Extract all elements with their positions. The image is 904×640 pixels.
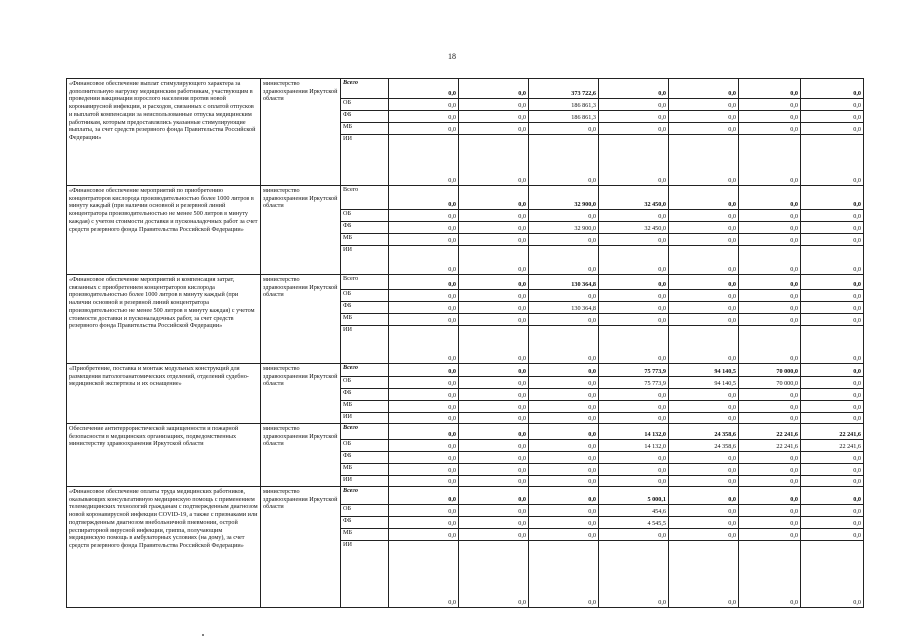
funding-source: ФБ <box>341 517 389 529</box>
amount-cell: 0,0 <box>389 99 459 111</box>
responsible-executor: министерство здравоохранения Иркутской области <box>261 364 341 424</box>
amount-cell: 0,0 <box>459 364 529 377</box>
amount-cell: 0,0 <box>669 135 739 186</box>
amount-cell: 94 140,5 <box>669 364 739 377</box>
funding-table <box>66 78 864 608</box>
funding-source: ФБ <box>341 389 389 401</box>
amount-cell: 0,0 <box>459 541 529 608</box>
amount-cell: 0,0 <box>389 326 459 364</box>
amount-cell: 0,0 <box>739 413 801 424</box>
amount-cell: 0,0 <box>669 99 739 111</box>
funding-source: ОБ <box>341 377 389 389</box>
amount-cell: 0,0 <box>801 476 864 487</box>
amount-cell: 0,0 <box>529 210 599 222</box>
amount-cell: 0,0 <box>599 452 669 464</box>
amount-cell: 0,0 <box>801 314 864 326</box>
amount-cell: 22 241,6 <box>739 424 801 440</box>
amount-cell: 0,0 <box>669 487 739 505</box>
amount-cell: 0,0 <box>739 452 801 464</box>
amount-cell: 22 241,6 <box>801 440 864 452</box>
amount-cell: 0,0 <box>459 413 529 424</box>
amount-cell: 0,0 <box>599 389 669 401</box>
funding-source: ИИ <box>341 326 389 364</box>
table-row <box>67 424 864 440</box>
amount-cell: 0,0 <box>669 452 739 464</box>
amount-cell: 32 900,0 <box>529 222 599 234</box>
amount-cell: 0,0 <box>459 99 529 111</box>
amount-cell: 0,0 <box>739 246 801 275</box>
table-row <box>67 79 864 99</box>
funding-source: ОБ <box>341 99 389 111</box>
amount-cell: 0,0 <box>599 123 669 135</box>
amount-cell: 0,0 <box>599 413 669 424</box>
amount-cell: 0,0 <box>389 413 459 424</box>
amount-cell: 0,0 <box>529 452 599 464</box>
amount-cell: 0,0 <box>459 290 529 302</box>
amount-cell: 0,0 <box>459 186 529 210</box>
responsible-executor: министерство здравоохранения Иркутской области <box>261 487 341 608</box>
amount-cell: 0,0 <box>389 529 459 541</box>
responsible-executor: министерство здравоохранения Иркутской области <box>261 79 341 186</box>
amount-cell: 0,0 <box>801 99 864 111</box>
amount-cell: 0,0 <box>599 476 669 487</box>
amount-cell: 24 358,6 <box>669 440 739 452</box>
activity-description: Обеспечение антитеррористической защищенности и пожарной безопасности в медицинских организациях, подведомственных министерству здравоохранения Иркутской области <box>67 424 261 487</box>
amount-cell: 0,0 <box>739 487 801 505</box>
amount-cell: 0,0 <box>801 505 864 517</box>
scan-speck <box>202 634 204 636</box>
amount-cell: 0,0 <box>389 452 459 464</box>
amount-cell: 0,0 <box>459 517 529 529</box>
amount-cell: 0,0 <box>389 464 459 476</box>
amount-cell: 0,0 <box>459 487 529 505</box>
amount-cell: 0,0 <box>389 234 459 246</box>
amount-cell: 0,0 <box>669 314 739 326</box>
page-number: 18 <box>448 52 456 61</box>
amount-cell: 0,0 <box>529 234 599 246</box>
amount-cell: 0,0 <box>669 413 739 424</box>
amount-cell: 0,0 <box>669 290 739 302</box>
amount-cell: 0,0 <box>599 99 669 111</box>
amount-cell: 0,0 <box>801 529 864 541</box>
amount-cell: 0,0 <box>459 123 529 135</box>
activity-description: «Приобретение, поставка и монтаж модульных конструкций для размещения патологоанатомических отделений, отделений судебно-медицинской экспертизы и их оснащение» <box>67 364 261 424</box>
amount-cell: 0,0 <box>599 290 669 302</box>
amount-cell: 75 773,9 <box>599 364 669 377</box>
funding-source: Всего <box>341 424 389 440</box>
funding-source: ИИ <box>341 476 389 487</box>
amount-cell: 0,0 <box>389 210 459 222</box>
amount-cell: 0,0 <box>739 529 801 541</box>
amount-cell: 0,0 <box>739 326 801 364</box>
amount-cell: 0,0 <box>459 210 529 222</box>
amount-cell: 0,0 <box>389 79 459 99</box>
amount-cell: 0,0 <box>801 222 864 234</box>
amount-cell: 0,0 <box>739 111 801 123</box>
amount-cell: 454,6 <box>599 505 669 517</box>
amount-cell: 0,0 <box>529 389 599 401</box>
amount-cell: 0,0 <box>529 401 599 413</box>
amount-cell: 0,0 <box>739 505 801 517</box>
amount-cell: 32 900,0 <box>529 186 599 210</box>
amount-cell: 0,0 <box>669 246 739 275</box>
amount-cell: 32 450,0 <box>599 222 669 234</box>
amount-cell: 0,0 <box>529 326 599 364</box>
amount-cell: 0,0 <box>529 517 599 529</box>
amount-cell: 373 722,6 <box>529 79 599 99</box>
amount-cell: 0,0 <box>389 377 459 389</box>
amount-cell: 0,0 <box>459 424 529 440</box>
amount-cell: 0,0 <box>459 476 529 487</box>
activity-description: «Финансовое обеспечение выплат стимулирующего характера за дополнительную нагрузку медицинским работникам, участвующим в проведении вакцинации взрослого населения против новой коронавирусной инфекции, и расходов, связанных с оплатой отпусков и выплатой компенсации за неиспользованные отпуска медицинским работникам, которым предоставлялись указанные стимулирующие выплаты, за счет средств резервного фонда Правительства Российской Федерации» <box>67 79 261 186</box>
amount-cell: 0,0 <box>801 541 864 608</box>
amount-cell: 22 241,6 <box>739 440 801 452</box>
amount-cell: 0,0 <box>389 517 459 529</box>
amount-cell: 0,0 <box>801 111 864 123</box>
amount-cell: 0,0 <box>459 505 529 517</box>
amount-cell: 0,0 <box>389 476 459 487</box>
table-row <box>67 487 864 505</box>
funding-source: ФБ <box>341 111 389 123</box>
amount-cell: 0,0 <box>459 234 529 246</box>
amount-cell: 0,0 <box>739 290 801 302</box>
amount-cell: 0,0 <box>739 275 801 290</box>
amount-cell: 130 364,8 <box>529 302 599 314</box>
amount-cell: 0,0 <box>669 234 739 246</box>
amount-cell: 0,0 <box>739 464 801 476</box>
amount-cell: 0,0 <box>459 377 529 389</box>
amount-cell: 0,0 <box>739 314 801 326</box>
amount-cell: 0,0 <box>801 517 864 529</box>
amount-cell: 0,0 <box>389 487 459 505</box>
funding-source: ОБ <box>341 440 389 452</box>
funding-source: ОБ <box>341 290 389 302</box>
amount-cell: 0,0 <box>459 529 529 541</box>
amount-cell: 0,0 <box>599 246 669 275</box>
amount-cell: 0,0 <box>459 79 529 99</box>
amount-cell: 0,0 <box>739 123 801 135</box>
amount-cell: 0,0 <box>389 364 459 377</box>
funding-source: ИИ <box>341 246 389 275</box>
amount-cell: 0,0 <box>801 464 864 476</box>
amount-cell: 0,0 <box>459 275 529 290</box>
funding-source: ИИ <box>341 413 389 424</box>
amount-cell: 0,0 <box>389 314 459 326</box>
amount-cell: 0,0 <box>801 401 864 413</box>
amount-cell: 0,0 <box>801 186 864 210</box>
activity-description: «Финансовое обеспечение мероприятий и компенсация затрат, связанных с приобретением концентраторов кислорода производительностью более 1000 литров в минуту каждый (при наличии основной и резервной линий концентратора производительностью не менее 500 литров в минуту каждая) с учетом стоимости доставки и пусконаладочных работ, за счет средств резервного фонда Правительства Российской Федерации» <box>67 275 261 364</box>
amount-cell: 0,0 <box>669 326 739 364</box>
amount-cell: 0,0 <box>529 424 599 440</box>
amount-cell: 0,0 <box>529 290 599 302</box>
amount-cell: 0,0 <box>669 464 739 476</box>
amount-cell: 70 000,0 <box>739 364 801 377</box>
amount-cell: 22 241,6 <box>801 424 864 440</box>
funding-source: Всего <box>341 186 389 210</box>
amount-cell: 0,0 <box>739 517 801 529</box>
amount-cell: 0,0 <box>669 302 739 314</box>
amount-cell: 0,0 <box>801 364 864 377</box>
amount-cell: 0,0 <box>599 529 669 541</box>
amount-cell: 0,0 <box>739 476 801 487</box>
responsible-executor: министерство здравоохранения Иркутской области <box>261 186 341 275</box>
amount-cell: 0,0 <box>389 290 459 302</box>
funding-source: Всего <box>341 364 389 377</box>
amount-cell: 0,0 <box>389 302 459 314</box>
amount-cell: 0,0 <box>389 401 459 413</box>
amount-cell: 0,0 <box>669 401 739 413</box>
amount-cell: 0,0 <box>599 79 669 99</box>
amount-cell: 4 545,5 <box>599 517 669 529</box>
amount-cell: 70 000,0 <box>739 377 801 389</box>
amount-cell: 0,0 <box>599 541 669 608</box>
amount-cell: 0,0 <box>739 186 801 210</box>
amount-cell: 0,0 <box>529 505 599 517</box>
amount-cell: 0,0 <box>529 487 599 505</box>
amount-cell: 0,0 <box>529 314 599 326</box>
amount-cell: 14 132,0 <box>599 424 669 440</box>
amount-cell: 0,0 <box>739 234 801 246</box>
amount-cell: 0,0 <box>599 326 669 364</box>
amount-cell: 0,0 <box>669 541 739 608</box>
amount-cell: 0,0 <box>389 246 459 275</box>
amount-cell: 0,0 <box>459 246 529 275</box>
amount-cell: 0,0 <box>599 135 669 186</box>
amount-cell: 0,0 <box>669 210 739 222</box>
amount-cell: 0,0 <box>801 302 864 314</box>
funding-source: ФБ <box>341 452 389 464</box>
amount-cell: 0,0 <box>801 135 864 186</box>
amount-cell: 0,0 <box>801 452 864 464</box>
amount-cell: 0,0 <box>739 79 801 99</box>
activity-description: «Финансовое обеспечение мероприятий по приобретению концентраторов кислорода производительностью более 1000 литров в минуту каждый (при наличии основной и резервной линий концентратора производительностью не менее 500 литров в минуту каждая) с учетом стоимости доставки и пусконаладочных работ за счет средств резервного фонда Правительства Российской Федерации» <box>67 186 261 275</box>
funding-source: МБ <box>341 314 389 326</box>
amount-cell: 75 773,9 <box>599 377 669 389</box>
amount-cell: 0,0 <box>669 186 739 210</box>
amount-cell: 24 358,6 <box>669 424 739 440</box>
amount-cell: 0,0 <box>801 79 864 99</box>
amount-cell: 0,0 <box>459 314 529 326</box>
amount-cell: 0,0 <box>739 210 801 222</box>
amount-cell: 0,0 <box>529 464 599 476</box>
amount-cell: 0,0 <box>599 401 669 413</box>
amount-cell: 0,0 <box>389 541 459 608</box>
amount-cell: 0,0 <box>389 424 459 440</box>
funding-source: ОБ <box>341 210 389 222</box>
amount-cell: 0,0 <box>669 222 739 234</box>
amount-cell: 0,0 <box>389 135 459 186</box>
amount-cell: 0,0 <box>669 517 739 529</box>
amount-cell: 0,0 <box>599 111 669 123</box>
amount-cell: 0,0 <box>599 275 669 290</box>
amount-cell: 186 861,3 <box>529 99 599 111</box>
funding-source: МБ <box>341 464 389 476</box>
amount-cell: 0,0 <box>459 135 529 186</box>
activity-description: «Финансовое обеспечение оплаты труда медицинских работников, оказывающих консультативную медицинскую помощь с применением телемедицинских технологий гражданам с подтвержденным диагнозом новой коронавирусной инфекции COVID-19, а также с признаками или подтвержденным диагнозом внебольничной пневмонии, острой респираторной вирусной инфекции, гриппа, получающим медицинскую помощь в амбулаторных условиях (на дому), за счет средств резервного фонда Правительства Российской Федерации» <box>67 487 261 608</box>
amount-cell: 0,0 <box>669 79 739 99</box>
funding-source: ИИ <box>341 541 389 608</box>
amount-cell: 0,0 <box>801 326 864 364</box>
amount-cell: 0,0 <box>599 314 669 326</box>
responsible-executor: министерство здравоохранения Иркутской области <box>261 424 341 487</box>
amount-cell: 0,0 <box>529 541 599 608</box>
amount-cell: 0,0 <box>389 275 459 290</box>
funding-source: МБ <box>341 401 389 413</box>
table-row <box>67 275 864 290</box>
funding-source: ОБ <box>341 505 389 517</box>
amount-cell: 0,0 <box>669 529 739 541</box>
amount-cell: 0,0 <box>389 505 459 517</box>
amount-cell: 0,0 <box>529 413 599 424</box>
amount-cell: 0,0 <box>529 135 599 186</box>
amount-cell: 0,0 <box>669 111 739 123</box>
amount-cell: 0,0 <box>529 364 599 377</box>
amount-cell: 0,0 <box>801 246 864 275</box>
funding-source: Всего <box>341 275 389 290</box>
amount-cell: 0,0 <box>459 302 529 314</box>
amount-cell: 0,0 <box>739 541 801 608</box>
funding-source: МБ <box>341 123 389 135</box>
funding-source: МБ <box>341 234 389 246</box>
amount-cell: 0,0 <box>389 440 459 452</box>
amount-cell: 0,0 <box>669 123 739 135</box>
table-row <box>67 364 864 377</box>
amount-cell: 0,0 <box>459 440 529 452</box>
amount-cell: 0,0 <box>529 377 599 389</box>
amount-cell: 0,0 <box>801 234 864 246</box>
amount-cell: 0,0 <box>739 135 801 186</box>
amount-cell: 0,0 <box>389 186 459 210</box>
amount-cell: 0,0 <box>801 210 864 222</box>
amount-cell: 0,0 <box>389 123 459 135</box>
funding-source: ФБ <box>341 302 389 314</box>
amount-cell: 0,0 <box>801 413 864 424</box>
amount-cell: 0,0 <box>529 476 599 487</box>
amount-cell: 0,0 <box>801 487 864 505</box>
amount-cell: 32 450,0 <box>599 186 669 210</box>
amount-cell: 0,0 <box>529 123 599 135</box>
responsible-executor: министерство здравоохранения Иркутской области <box>261 275 341 364</box>
amount-cell: 0,0 <box>599 234 669 246</box>
amount-cell: 0,0 <box>669 505 739 517</box>
amount-cell: 0,0 <box>801 275 864 290</box>
amount-cell: 0,0 <box>669 389 739 401</box>
amount-cell: 0,0 <box>459 111 529 123</box>
amount-cell: 0,0 <box>739 222 801 234</box>
amount-cell: 0,0 <box>801 123 864 135</box>
amount-cell: 0,0 <box>459 326 529 364</box>
amount-cell: 0,0 <box>599 464 669 476</box>
amount-cell: 0,0 <box>739 401 801 413</box>
table-row <box>67 186 864 210</box>
amount-cell: 0,0 <box>739 389 801 401</box>
amount-cell: 0,0 <box>801 290 864 302</box>
amount-cell: 0,0 <box>529 440 599 452</box>
amount-cell: 0,0 <box>459 222 529 234</box>
amount-cell: 0,0 <box>389 222 459 234</box>
amount-cell: 0,0 <box>599 210 669 222</box>
amount-cell: 0,0 <box>529 246 599 275</box>
amount-cell: 130 364,8 <box>529 275 599 290</box>
amount-cell: 0,0 <box>801 377 864 389</box>
amount-cell: 0,0 <box>801 389 864 401</box>
funding-source: ФБ <box>341 222 389 234</box>
funding-source: Всего <box>341 487 389 505</box>
amount-cell: 0,0 <box>739 302 801 314</box>
amount-cell: 0,0 <box>459 452 529 464</box>
amount-cell: 0,0 <box>459 464 529 476</box>
amount-cell: 5 000,1 <box>599 487 669 505</box>
funding-source: Всего <box>341 79 389 99</box>
amount-cell: 0,0 <box>389 389 459 401</box>
amount-cell: 0,0 <box>739 99 801 111</box>
amount-cell: 0,0 <box>669 476 739 487</box>
funding-source: МБ <box>341 529 389 541</box>
amount-cell: 0,0 <box>529 529 599 541</box>
amount-cell: 94 140,5 <box>669 377 739 389</box>
amount-cell: 0,0 <box>459 401 529 413</box>
amount-cell: 0,0 <box>599 302 669 314</box>
amount-cell: 14 132,0 <box>599 440 669 452</box>
amount-cell: 0,0 <box>389 111 459 123</box>
amount-cell: 186 861,3 <box>529 111 599 123</box>
funding-source: ИИ <box>341 135 389 186</box>
amount-cell: 0,0 <box>669 275 739 290</box>
amount-cell: 0,0 <box>459 389 529 401</box>
